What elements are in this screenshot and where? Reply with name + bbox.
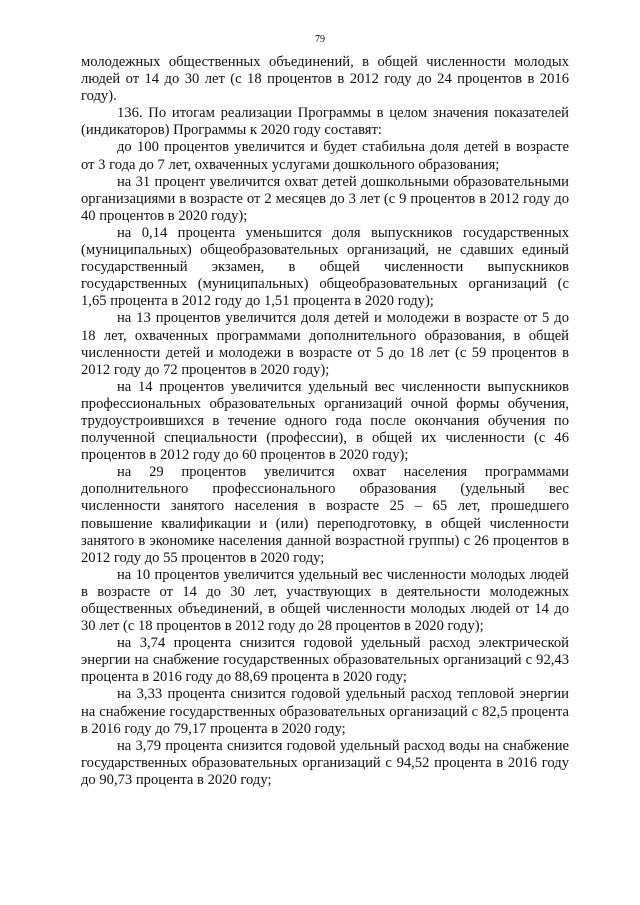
document-body [81,54,569,789]
paragraph-preschool-coverage: до 100 процентов увеличится и будет стабильна доля детей в возрасте от 3 года до 7 лет, охваченных услугами дошкольного образования; [81,139,569,173]
paragraph-water-use: на 3,79 процента снизится годовой удельный расход воды на снабжение государственных образовательных организаций с 94,52 процента в 2016 году до 90,73 процента в 2020 году; [81,737,569,788]
page-number: 79 [315,34,325,45]
paragraph-youth-associations: на 10 процентов увеличится удельный вес численности молодых людей в возрасте от 14 до 30 лет, участвующих в деятельности молодежных общественных объединений, в общей численности молодых людей от 14 до 30 лет (с 18 процентов в 2012 году до 28 процентов в 2020 году); [81,566,569,635]
paragraph-electricity-use: на 3,74 процента снизится годовой удельный расход электрической энергии на снабжение государственных образовательных организаций с 92,43 процента в 2016 году до 88,69 процента в 2020 году; [81,635,569,686]
paragraph-item-136: 136. По итогам реализации Программы в целом значения показателей (индикаторов) Программы к 2020 году составят: [81,105,569,139]
paragraph-heat-use: на 3,33 процента снизится годовой удельный расход тепловой энергии на снабжение государственных образовательных организаций с 82,5 процента в 2016 году до 79,17 процента в 2020 году; [81,686,569,737]
paragraph-graduate-employment: на 14 процентов увеличится удельный вес численности выпускников профессиональных образовательных организаций очной формы обучения, трудоустроившихся в течение одного года после окончания обучения по полученной специальности (профессии), в общей их численности (с 46 процентов в 2012 году до 60 процентов в 2020 году); [81,378,569,464]
paragraph-continuation: молодежных общественных объединений, в общей численности молодых людей от 14 до 30 лет (с 18 процентов в 2012 году до 24 процентов в 2016 году). [81,54,569,105]
paragraph-infant-coverage: на 31 процент увеличится охват детей дошкольными образовательными организациями в возрасте от 2 месяцев до 3 лет (с 9 процентов в 2012 году до 40 процентов в 2020 году); [81,173,569,224]
paragraph-exam-failures: на 0,14 процента уменьшится доля выпускников государственных (муниципальных) общеобразовательных организаций, не сдавших единый государственный экзамен, в общей численности выпускников государственных (муниципальных) общеобразовательных организаций (с 1,65 процента в 2012 году до 1,51 процента в 2020 году); [81,224,569,310]
paragraph-professional-training: на 29 процентов увеличится охват населения программами дополнительного профессионального образования (удельный вес численности занятого населения в возрасте 25 – 65 лет, прошедшего повышение квалификации и (или) переподготовку, в общей численности занятого в экономике населения данной возрастной группы) с 26 процентов в 2012 году до 55 процентов в 2020 году; [81,464,569,566]
paragraph-additional-education: на 13 процентов увеличится доля детей и молодежи в возрасте от 5 до 18 лет, охваченных программами дополнительного образования, в общей численности детей и молодежи в возрасте от 5 до 18 лет (с 59 процентов в 2012 году до 72 процентов в 2020 году); [81,310,569,378]
